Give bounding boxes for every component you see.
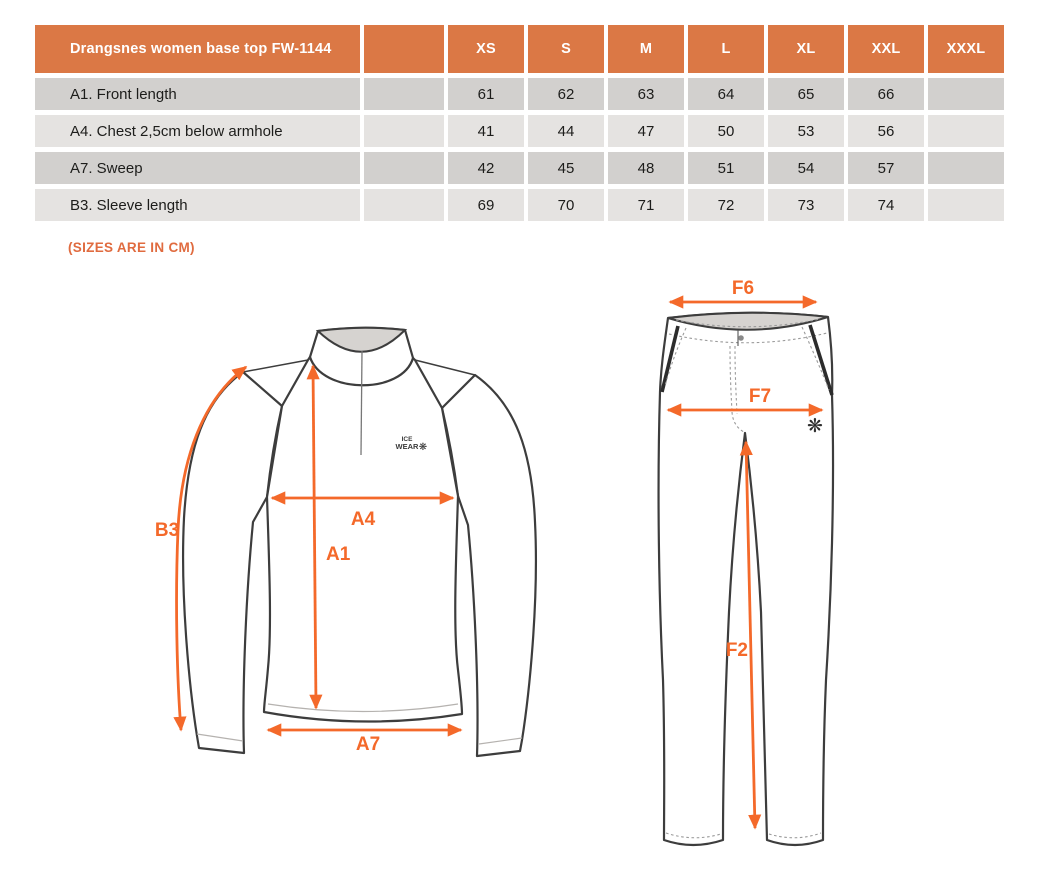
value-cell: 50 [688,115,764,147]
measurement-label-a7: A7 [355,734,381,755]
logo-line1: ICE [401,436,413,443]
value-cell: 74 [848,189,924,221]
value-cell: 48 [608,152,684,184]
units-note: (SIZES ARE IN CM) [68,240,195,255]
row-label: B3. Sleeve length [35,189,360,221]
waist-button [738,335,744,341]
value-cell: 69 [448,189,524,221]
row-label: A4. Chest 2,5cm below armhole [35,115,360,147]
value-cell: 62 [528,78,604,110]
value-cell: 45 [528,152,604,184]
value-cell: 70 [528,189,604,221]
value-cell: 73 [768,189,844,221]
value-cell: 71 [608,189,684,221]
measurement-label-b3: B3 [154,520,180,541]
size-header-xl: XL [768,25,844,73]
pants-diagram [620,280,940,880]
measurement-label-f7: F7 [748,386,772,407]
value-cell: 54 [768,152,844,184]
pants-silhouette [659,313,833,845]
spacer-cell [364,115,444,147]
size-chart-table [31,20,1008,226]
right-shoulder-seam [415,360,475,375]
row-label: A1. Front length [35,78,360,110]
value-cell: 65 [768,78,844,110]
value-cell: 63 [608,78,684,110]
value-cell: 56 [848,115,924,147]
spacer-cell [364,78,444,110]
value-cell: 42 [448,152,524,184]
size-header-xxl: XXL [848,25,924,73]
table-row-sleeve-length [35,189,1004,221]
value-cell [928,115,1004,147]
measurement-label-f2: F2 [725,640,748,661]
measurement-label-f6: F6 [731,280,755,299]
body-panel [264,357,462,722]
logo-line2: WEAR [395,442,419,451]
empty-header-cell [364,25,444,73]
base-top-diagram [140,300,600,780]
value-cell: 47 [608,115,684,147]
value-cell [928,189,1004,221]
measurement-label-a1: A1 [326,544,351,565]
table-row-front-length [35,78,1004,110]
spacer-cell [364,152,444,184]
value-cell: 61 [448,78,524,110]
value-cell: 57 [848,152,924,184]
table-row-sweep [35,152,1004,184]
measurement-label-a4: A4 [350,509,376,530]
size-header-xs: XS [448,25,524,73]
value-cell: 51 [688,152,764,184]
size-header-l: L [688,25,764,73]
snowflake-icon: ❋ [807,415,823,437]
value-cell: 72 [688,189,764,221]
value-cell [928,152,1004,184]
value-cell: 44 [528,115,604,147]
size-header-m: M [608,25,684,73]
table-title: Drangsnes women base top FW-1144 [35,25,360,73]
header-row [35,25,1004,73]
value-cell [928,78,1004,110]
size-header-xxxl: XXXL [928,25,1004,73]
value-cell: 64 [688,78,764,110]
value-cell: 41 [448,115,524,147]
size-header-s: S [528,25,604,73]
snowflake-icon: ❋ [418,442,428,453]
table-row-chest [35,115,1004,147]
row-label: A7. Sweep [35,152,360,184]
base-top-outline [183,328,536,756]
spacer-cell [364,189,444,221]
value-cell: 66 [848,78,924,110]
value-cell: 53 [768,115,844,147]
pants-outline [659,313,833,845]
left-shoulder-seam [243,360,308,372]
